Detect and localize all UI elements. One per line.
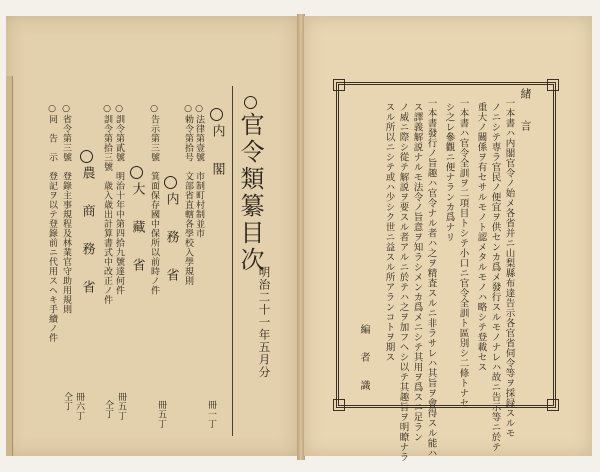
circle-mark-icon — [244, 96, 257, 109]
preface-line-9: スル所以ニシテ或ハ少シク世ニ益スル所アランコトヲ期ス — [383, 102, 395, 362]
preface-signature: 編 者 識 — [358, 324, 369, 394]
section-home-ministry: 内 務 省 — [164, 176, 178, 287]
preface-line-7: ス譯義解説ナルモ法令ノ旨意ヲ知ラシメンカ爲メニシテ其用ヲ爲スニ足ラン — [411, 102, 423, 442]
toc-date: 明治二十一年五月分 — [257, 266, 272, 379]
left-page — [6, 16, 298, 456]
circle-mark-icon — [210, 108, 223, 121]
preface-line-8: ノ威ニ際シ從テ解説ヲ要スル者アルニ於テハ之ヲ加フヘシ以テ其趣旨ヲ明瞭ナラ — [397, 102, 409, 462]
entry-agri-2: ○同 告 示 登記ヲ以テ登錄前ニ代用スヘキ手續ノ件 — [47, 104, 57, 343]
preface-line-6: 一本書發行ノ旨趣ハ官令ナル者ハ之ヲ精査スルニ非ラサレハ其旨ヲ會得スル能ハ — [425, 98, 437, 458]
preface-heading: 緒 言 — [519, 88, 532, 136]
entry-cabinet-1: ○法律第壹號 市制町村制並市 — [194, 104, 204, 238]
entry-cabinet-2: ○勅令第拾号 文部省直轄各學校入學規則 — [183, 104, 193, 286]
page-edge — [6, 76, 13, 456]
open-book — [6, 4, 596, 466]
circle-mark-icon — [80, 150, 93, 163]
circle-mark-icon — [164, 176, 177, 189]
entry-finance-2: ○訓令第拾三號 歳入歳出計算書式中改正ノ件 — [102, 104, 112, 305]
entry-home-1: ○告示第三號 箕面保存國中保所以前時ノ件 — [149, 104, 159, 295]
ref-agri-1: 冊六丁 — [74, 392, 84, 421]
section-cabinet: 内 閣 — [210, 108, 224, 181]
section-agriculture-ministry: 農 商 務 省 — [80, 150, 94, 299]
ref-finance-2: 仝丁 — [103, 400, 113, 419]
preface-line-1: 一本書ハ内閣官令ノ始メ各省并ニ山梨縣布達告示各官省伺令等ヲ採録スルモ — [503, 98, 515, 438]
ref-home: 冊五丁 — [156, 400, 166, 429]
ref-agri-2: 仝丁 — [62, 392, 72, 411]
circle-mark-icon — [130, 166, 143, 179]
preface-line-2: ノニシテ専ラ官民ノ便宜ヲ供センカ爲メ發行スルモノナレハ故ニ告示等ニ於テ — [489, 102, 501, 452]
toc-title: 官令類纂目次 — [238, 96, 262, 274]
preface-line-3: 重大ノ關係ヲ有セサルモノト認メタルモノハ略シテ登載セス — [475, 102, 487, 372]
entry-finance-1: ○訓令第貳號 明治十年中第四拾九號達何件 — [114, 104, 124, 295]
entry-agri-1: ○省令第三號 登錄主事規程及林業官守助用規則 — [61, 104, 71, 314]
ref-finance-1: 冊五丁 — [116, 392, 126, 421]
preface-line-4: 一本書ハ官令全訓ヲ二項目トシテ小口ニ官令全訓ト區別シ二條トナセ — [457, 98, 469, 408]
preface-line-5: シ之レ參觀ニ便ナランカ爲ナリ — [443, 102, 455, 242]
ref-cabinet: 冊一丁 — [206, 400, 216, 429]
section-finance-ministry: 大 藏 省 — [130, 166, 144, 277]
